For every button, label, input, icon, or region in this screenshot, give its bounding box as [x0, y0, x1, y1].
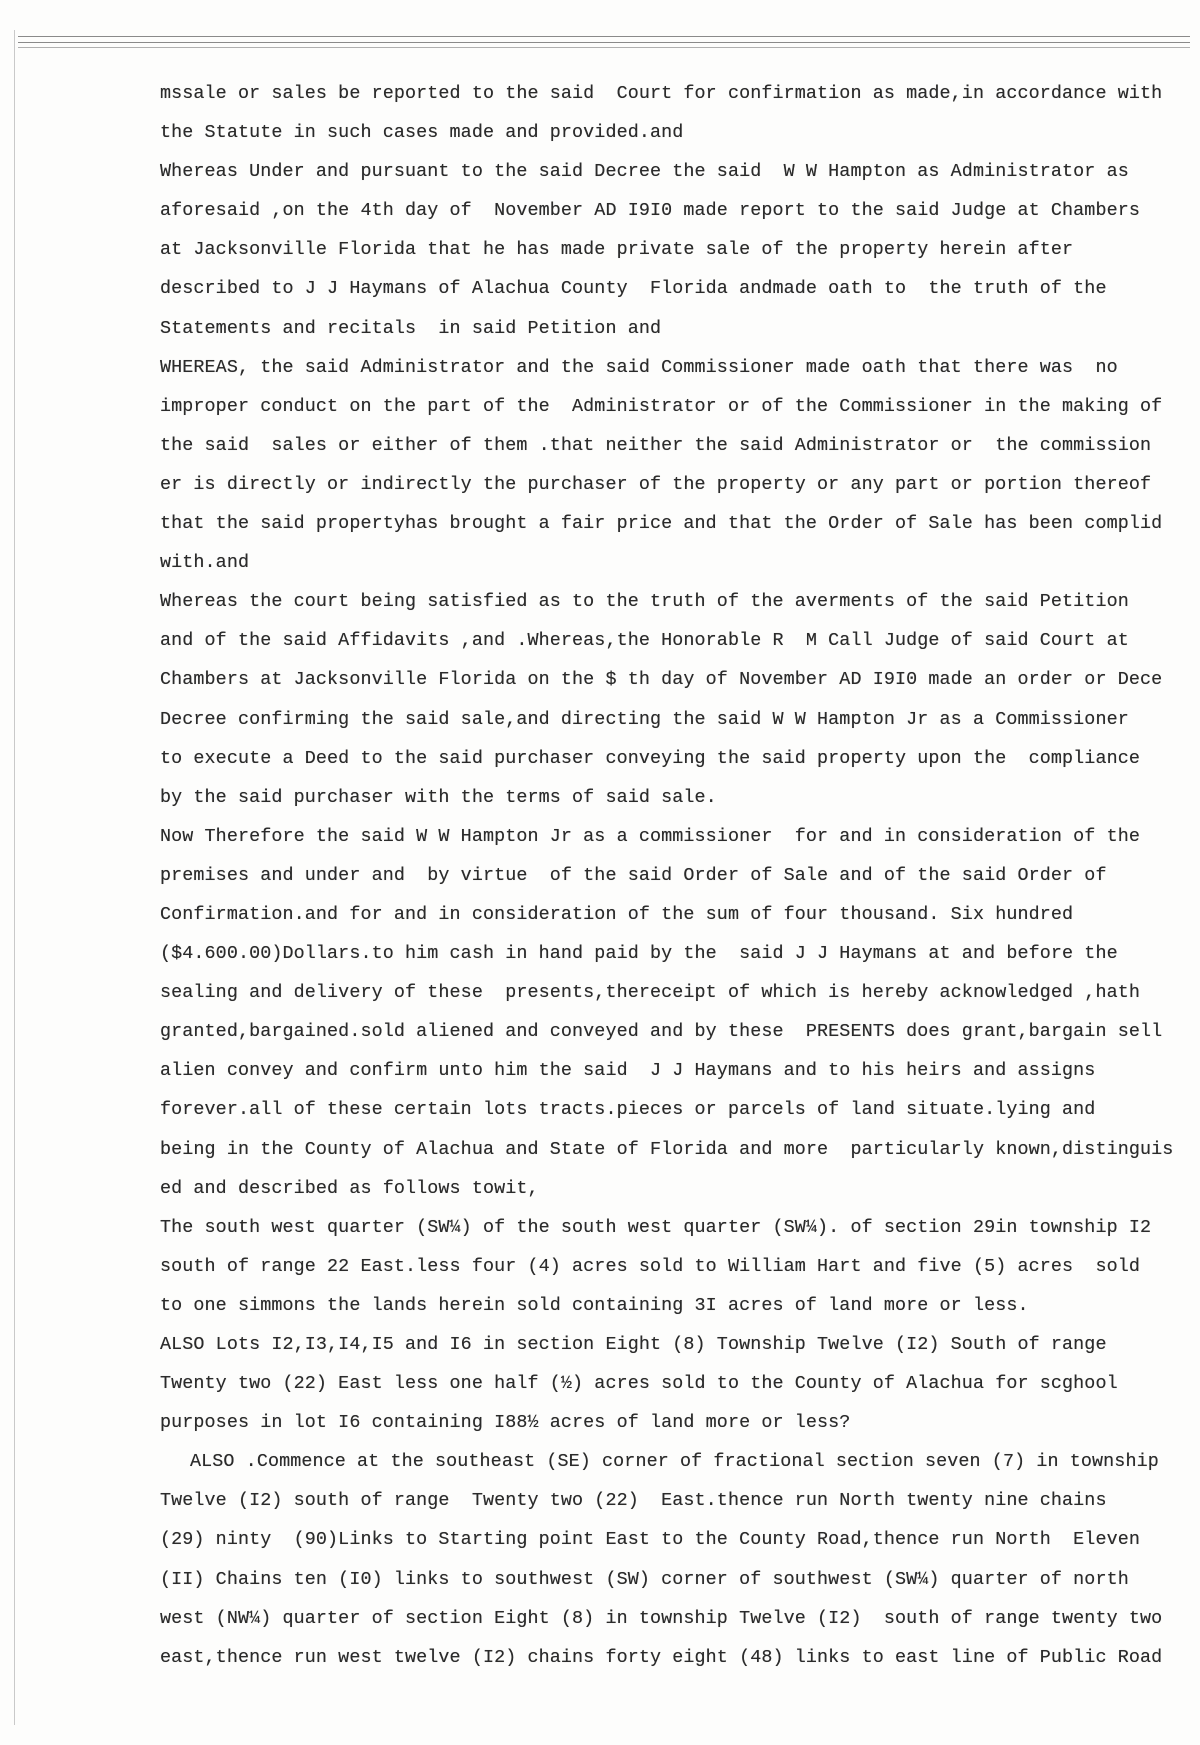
text-line: Now Therefore the said W W Hampton Jr as a commissioner for and in consideration of the — [160, 825, 1140, 847]
text-line: (II) Chains ten (I0) links to southwest (SW) corner of southwest (SW¼) quarter of north — [160, 1568, 1129, 1590]
text-line: described to J J Haymans of Alachua County Florida andmade oath to the truth of the — [160, 278, 1107, 300]
text-line: Twenty two (22) East less one half (½) acres sold to the County of Alachua for scghool — [160, 1373, 1118, 1395]
text-line: improper conduct on the part of the Administrator or of the Commissioner in the making of — [160, 395, 1163, 417]
text-line: the said sales or either of them .that neither the said Administrator or the commission — [160, 434, 1152, 456]
text-line: WHEREAS, the said Administrator and the said Commissioner made oath that there was no — [160, 356, 1118, 378]
text-line: Twelve (I2) south of range Twenty two (22) East.thence run North twenty nine chains — [160, 1490, 1107, 1512]
text-line: forever.all of these certain lots tracts.pieces or parcels of land situate.lying and — [160, 1099, 1096, 1121]
text-line: the Statute in such cases made and provided.and — [160, 122, 684, 144]
text-line: (29) ninty (90)Links to Starting point East to the County Road,thence run North Eleven — [160, 1529, 1140, 1551]
text-line: that the said propertyhas brought a fair price and that the Order of Sale has been complid — [160, 513, 1163, 535]
text-line: south of range 22 East.less four (4) acres sold to William Hart and five (5) acres sold — [160, 1255, 1140, 1277]
text-line: Whereas the court being satisfied as to the truth of the averments of the said Petition — [160, 591, 1129, 613]
text-line: Confirmation.and for and in consideration of the sum of four thousand. Six hundred — [160, 903, 1074, 925]
text-line: granted,bargained.sold aliened and conveyed and by these PRESENTS does grant,bargain sell — [160, 1021, 1163, 1043]
text-line: and of the said Affidavits ,and .Whereas,the Honorable R M Call Judge of said Court at — [160, 630, 1129, 652]
text-line: to execute a Deed to the said purchaser conveying the said property upon the compliance — [160, 747, 1140, 769]
text-line: Whereas Under and pursuant to the said Decree the said W W Hampton as Administrator as — [160, 161, 1129, 183]
text-line: at Jacksonville Florida that he has made private sale of the property herein after — [160, 239, 1074, 261]
text-line: The south west quarter (SW¼) of the south west quarter (SW¼). of section 29in township I2 — [160, 1216, 1152, 1238]
text-line: with.and — [160, 552, 250, 574]
text-line: being in the County of Alachua and State of Florida and more particularly known,distinguis — [160, 1138, 1174, 1160]
text-line: by the said purchaser with the terms of said sale. — [160, 786, 717, 808]
text-line: aforesaid ,on the 4th day of November AD I9I0 made report to the said Judge at Chambers — [160, 200, 1140, 222]
text-line: mssale or sales be reported to the said Court for confirmation as made,in accordance with — [160, 83, 1163, 104]
text-line: east,thence run west twelve (I2) chains forty eight (48) links to east line of Public Road — [160, 1646, 1163, 1668]
text-line: purposes in lot I6 containing I88½ acres of land more or less? — [160, 1412, 851, 1434]
text-line: ($4.600.00)Dollars.to him cash in hand paid by the said J J Haymans at and before the — [160, 943, 1118, 965]
text-line: ed and described as follows towit, — [160, 1177, 539, 1199]
top-rule — [18, 36, 1190, 37]
text-line: alien convey and confirm unto him the said J J Haymans and to his heirs and assigns — [160, 1060, 1096, 1082]
text-line: to one simmons the lands herein sold containing 3I acres of land more or less. — [160, 1294, 1029, 1316]
text-line: ALSO .Commence at the southeast (SE) corner of fractional section seven (7) in township — [190, 1451, 1159, 1473]
page-edge — [14, 30, 15, 1725]
text-line: ALSO Lots I2,I3,I4,I5 and I6 in section Eight (8) Township Twelve (I2) South of range — [160, 1334, 1107, 1355]
text-line: Statements and recitals in said Petition and — [160, 317, 662, 339]
top-rule — [18, 42, 1190, 43]
text-line: premises and under and by virtue of the said Order of Sale and of the said Order of — [160, 864, 1107, 886]
top-rule — [18, 47, 1190, 48]
text-line: west (NW¼) quarter of section Eight (8) in township Twelve (I2) south of range twenty two — [160, 1607, 1163, 1629]
text-line: er is directly or indirectly the purchaser of the property or any part or portion thereof — [160, 473, 1152, 495]
text-line: sealing and delivery of these presents,thereceipt of which is hereby acknowledged ,hath — [160, 982, 1140, 1004]
text-line: Decree confirming the said sale,and directing the said W W Hampton Jr as a Commissioner — [160, 708, 1129, 730]
document-body — [160, 74, 1174, 1677]
text-line: Chambers at Jacksonville Florida on the $ th day of November AD I9I0 made an order or Dece — [160, 669, 1163, 691]
